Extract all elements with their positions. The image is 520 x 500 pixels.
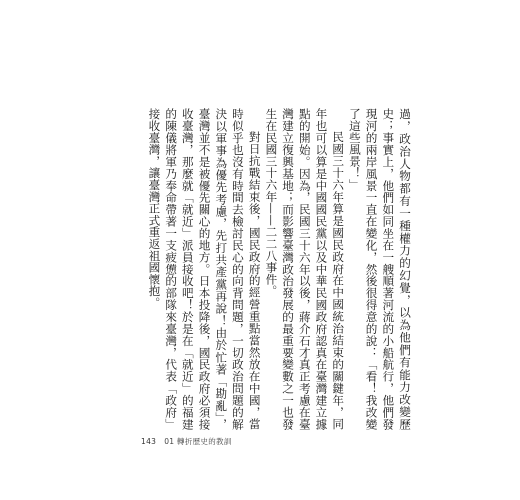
page-number: 143	[141, 437, 157, 446]
paragraph-2: 民國三十六年算是國民政府在中國統治結束的關鍵年，同年也可以算是中國國民黨以及中華民國政府認真在臺灣建立據點的開始。因為，民國三十六年以後，蔣介石才真正考慮在臺灣建立復興基地；而影響臺灣政治發展的最重要變數之一也發生在民國三十六年——二二八事件。	[264, 108, 346, 430]
paragraph-3: 對日抗戰結束後，國民政府的經營重點當然放在中國，當時似乎也沒有時間去檢討民心的向背問題，一切政治問題的解決以軍事為優先考慮，先打共產黨再說！由於忙著「勘亂」，臺灣並不是被優先關心的地方。日本投降後，國民政府必須接收臺灣，那麼就「就近」派員接收吧！於是在「就近」的福建的陳儀將軍乃奉命帶著一支疲憊的部隊來臺灣，代表「政府」接收臺灣，讓臺灣正式重返祖國懷抱。	[147, 108, 262, 430]
paragraph-1: 過，政治人物都有一種權力的幻覺，以為他們有能力改變歷史；事實上，他們如同坐在一艘順著河流的小船航行，他們發現河的兩岸風景一直在變化，然後很得意的說：「看！我改變了這些風景！」	[347, 108, 412, 430]
page-footer	[141, 436, 232, 447]
body-text	[123, 108, 413, 430]
running-title: 01 轉折歷史的教訓	[164, 437, 232, 446]
